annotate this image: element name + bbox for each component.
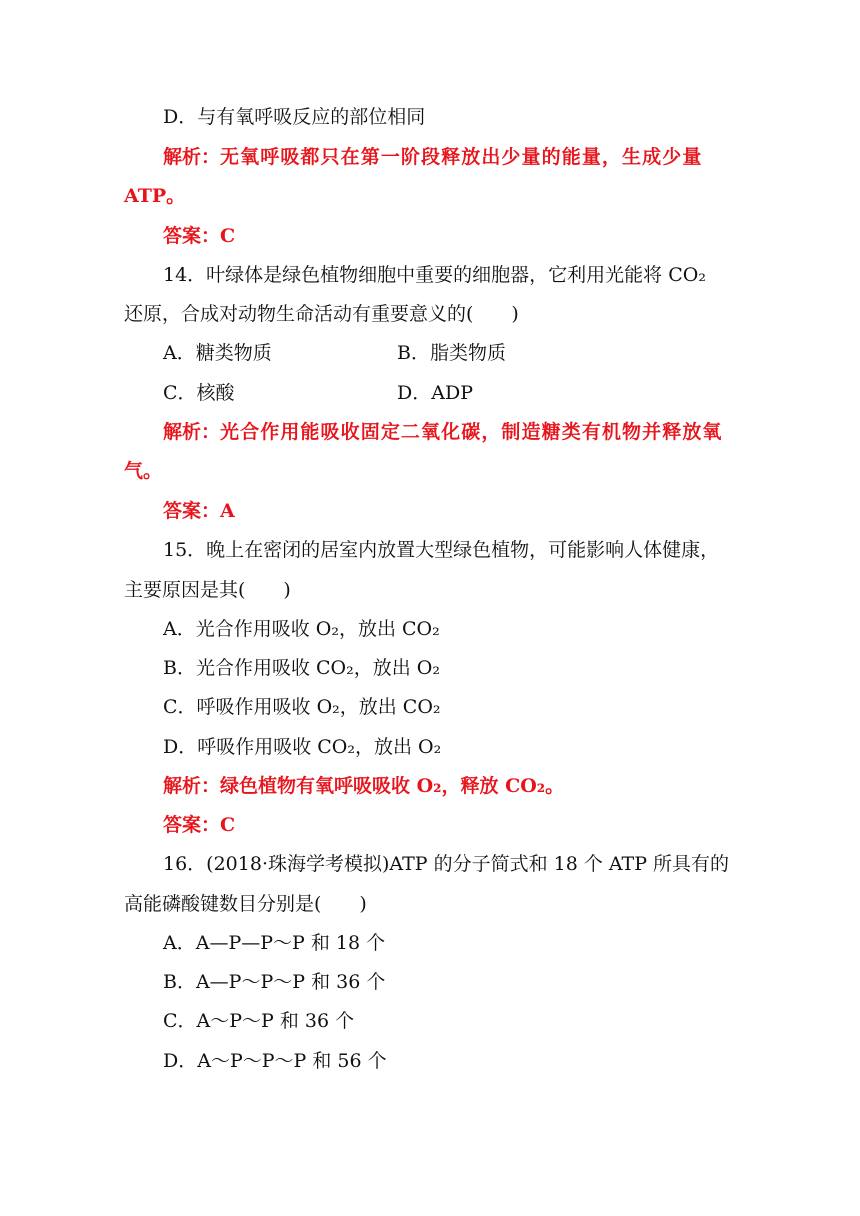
analysis-text: 光合作用能吸收固定二氧化碳，制造糖类有机物并释放氧: [220, 421, 723, 443]
q14-option-d: D．ADP: [397, 382, 473, 404]
analysis-label: 解析：: [163, 775, 221, 797]
q13-option-d: D．与有氧呼吸反应的部位相同: [163, 106, 426, 128]
q16-stem: 16．(2018·珠海学考模拟)ATP 的分子简式和 18 个 ATP 所具有的: [163, 853, 730, 875]
q14-option-a: A．糖类物质: [163, 342, 272, 364]
analysis-label: 解析：: [163, 146, 221, 168]
q14-analysis-cont: 气。: [124, 460, 163, 482]
analysis-label: 解析：: [163, 421, 221, 443]
analysis-text: 绿色植物有氧呼吸吸收 O₂，释放 CO₂。: [220, 775, 565, 797]
q16-option-d: D．A～P～P～P 和 56 个: [163, 1050, 387, 1072]
q15-answer: 答案：C: [163, 814, 236, 836]
q14-stem-cont: 还原，合成对动物生命活动有重要意义的( ): [124, 303, 519, 325]
analysis-text: 无氧呼吸都只在第一阶段释放出少量的能量，生成少量: [220, 146, 703, 168]
q15-option-a: A．光合作用吸收 O₂，放出 CO₂: [163, 618, 440, 640]
q13-analysis: [163, 144, 702, 170]
q14-answer: 答案：A: [163, 500, 235, 522]
q15-stem-cont: 主要原因是其( ): [124, 579, 291, 601]
q15-stem: 15．晚上在密闭的居室内放置大型绿色植物，可能影响人体健康，: [163, 539, 720, 561]
q16-option-c: C．A～P～P 和 36 个: [163, 1010, 355, 1032]
q13-answer: 答案：C: [163, 225, 236, 247]
q16-option-a: A．A—P—P～P 和 18 个: [163, 932, 386, 954]
q15-analysis: [163, 773, 564, 799]
q15-option-d: D．呼吸作用吸收 CO₂，放出 O₂: [163, 736, 442, 758]
q14-analysis: [163, 419, 723, 445]
q15-option-b: B．光合作用吸收 CO₂，放出 O₂: [163, 657, 440, 679]
q16-option-b: B．A—P～P～P 和 36 个: [163, 971, 386, 993]
q14-stem: 14．叶绿体是绿色植物细胞中重要的细胞器，它利用光能将 CO₂: [163, 264, 706, 286]
q16-stem-cont: 高能磷酸键数目分别是( ): [124, 893, 367, 915]
q15-option-c: C．呼吸作用吸收 O₂，放出 CO₂: [163, 696, 441, 718]
q14-option-b: B．脂类物质: [397, 342, 506, 364]
q13-analysis-cont: ATP。: [124, 185, 186, 207]
q14-option-c: C．核酸: [163, 382, 235, 404]
